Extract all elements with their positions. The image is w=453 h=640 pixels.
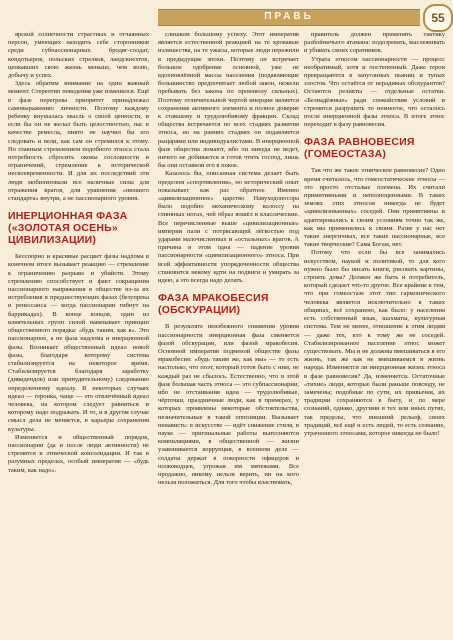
paragraph: Бесспорно и красивые расцвет фазы надлома в конечном итоге вызывает реакцию — стремление к ограничению разрыва и убийств. Этому стремлению способствует и факт сокращения пассионарного напряжения в обществе из-за их истребления в предшествующих фазах (безупрека и ренессанса — когда пассионарии гибнут на баррикадах). В конце концов, один из влиятельных групп силой навязывает принцип общественного порядка: «будь таким, как я». Это пассионарное, а не фаза надлома и инерционной фазы. Возникает общественный идеал новой фазы, благодаря которому система стабилизируется на некоторое время. Стабилизируется благодаря заработку (дивидендов) или принудительному) следованию определенному идеалу. В некоторых случаях идеал — героика, чаще — это отвлечённый идеал человека, на котором следует равняться и которому надо подражать. И то, и в другом случае смысл дела не меняется, в карьеры сохранения культуры. xyxy=(8,253,149,433)
paragraph: Казалось бы, описанная система делает быть пределом «спортивления», но исторический опыт показывает как раз обратное. Именно «цивилизационное» царство Навуходоносора было подобно механическому колоссу на глиняных ногах, чей образ вошёл в классические. Все перечисленные выше «цивилизационные» империи пали с потрясающей лёгкостью под ударами малочисленных и «остальных» врагов. А причина в этом одна — падение уровня пассионарности «цивилизационного» этноса. При всей эффективности упорядоченности общества становится некому идти на подвиги и умирать за идею, а это всегда надо делать. xyxy=(158,170,299,285)
heading-obscuration-phase: ФАЗА МРАКОБЕСИЯ (ОБСКУРАЦИИ) xyxy=(158,292,269,317)
heading-inertia-phase: ИНЕРЦИОННАЯ ФАЗА («ЗОЛОТАЯ ОСЕНЬ» ЦИВИЛИЗАЦИИ) xyxy=(8,210,128,247)
paragraph: ярской солнечности страстных и отчаянных персон, умеющих находить себе сторонников среди субпассионарных бродяг-солдат, кондотьеров, польских стрелков, ландскнехтов, цепкавших свою жизнь меньше, чем волю, добычу и успех. xyxy=(8,31,149,80)
paragraph: правитель должен применять тактику разбойничьего атамана: подозревать, выслеживать и убивать своих соратников. xyxy=(304,31,445,55)
section-title: ПРАВЬ xyxy=(264,11,314,22)
paragraph: Потому что если бы все занимались искусством, наукой и политикой, то для кого нужно было бы писать книги, рисовать картины, строить дома? Должен же быть и потребитель, который сделает что-то другое. Все крайние к тем, что при гомеостазе этот тип гармонического человека является исключительно в таких общинах, всё сохранено, как было: у населения есть собственный язык, шахматы, культурная система. Тем не менее, отношение к этим людям — даже тех, кто к тому же не соседей. Стабилизированное население этнос может существовать. Мы и не должны вмешиваться в его жизнь, так же как не вмешиваемся в жизнь народа. Изменяется ли инерционная жизнь этноса в фазе равновесия? Да, изменяется. Остаточные «тихие» люди, которые были раньше повсюду, не замечены; подобные по сути, их привычки, их традиции сохраняются в быту, и по мере сознаний, однако, другими в тех или иных путях, так пределы, что внешний рельеф, своих традиций, всё ещё и есть людей, то есть сознание, утраченного этносами, которое никогда не было! xyxy=(304,249,445,437)
paragraph: слишком большому успеху. Этот императив является естественной реакцией на те кровавые излишества, на те ужасы, которые люди пережили в предыдущие эпохи. Поэтому он встречает большое одобрение основной, уже не вдохновлённой массы населения (подавляющие большинство предпочитает любой закон, нежели пребывать без закона по произволу сильных). Поэтому отличительной чертой инерции является сохранение активного элемента и полное доверие к ставшему и трудолюбивому фракции. Склад общества встречается по всех стадиях развития этноса, но на ранних стадиях он подавляется рыцарями или индивидуалистами. В инерционной фазе общества ломают, ибо он никуда не ведет, ничего не добивается и готов чтить господ, лишь бы они оставили его в покое. xyxy=(158,31,299,170)
text-column-1 xyxy=(8,31,149,475)
paragraph: Утрата этносом пассионарности — процесс необратимый, хотя и постепенный. Даже герои превращаются в запуганных пьяниц и тупых злостов. Что остаётся от нерадивых обскурантов? Остаются реликты — отдельные остатки. «Безнадёжные» ради спокойствия условий и стремятся разрушить то немногое, что осталось после инерционной фазы этноса. В итоге этнос переходит в фазу равновесия. xyxy=(304,55,445,129)
paragraph: Так что же такое этническое равновесие? Одно время считалось, что гомеостатические этносы — это просто отсталые племена. Их считали примитивными и неполноценными. В таких землях этих этносов никогда не будет «цивилизованных» соседей. Они примитивны и адаптировались к своим условиям точно так же, как мы применились к своим. Разве у нас нет такие энергичных, все такие пассионарные, все такие творческие? Сама Богам, нет. xyxy=(304,167,445,249)
text-column-3 xyxy=(304,31,445,438)
paragraph: В результате неизбежного снижения уровня пассионарности инерционная фаза сменяется фазой обскурации, или фазой мракобесия. Основной императив подменой обществе фазы мракобесия: «будь таким же, как мы» — то есть настолько, что поэт, который готов быть с ним, не каждый раз не сбылось. Естественно, что в этой фазе большая часть этноса — это субпассионарии, ибо не отстаивания идеи — трудолюбивые, чёрточки, праздничные люди, как в примерах, у которых проявлены некоторые обстоятельства, незначительные в такой оппозиции. Вызывает ненависть: в искусстве — идёт снижение стиля, в науке — оригинальные работы вытесняются компиляциями, в общественной — жизни узаконивается коррупция, в военном деле — солдаты держат в покорности офицеров и полководцев, угрожая им мятежами. Все продажно, никому нельзя верить, ни на кого нельзя положиться. Для того чтобы властвовать, xyxy=(158,323,299,487)
heading-equilibrium-phase: ФАЗА РАВНОВЕСИЯ (ГОМЕОСТАЗА) xyxy=(304,136,415,161)
paragraph: Здесь обратим внимание на один важный момент. Стереотип поведения уже изменился. Ещё в фазе перегрева приоритет принадлежал самовыражению личности. Поэтому каждому ребенку внушалась мысль о своей ценности, и если бы он не желал быть целостностью, пас в качестве ремесла, никто не научил бы его следовать и вели, как сам он стремился к этому. Но главным стремлением подобного этноса стала потребность сбросить оковы сословности и ограничений, стремление к исторической несвоевременности. И для их последствий эти люди мобилизовали все наличные силы для отражения врагов, для уравнения «низшего стандарта» внутри, а не пассионарного уровня. xyxy=(8,80,149,203)
paragraph: Изменяется и общественный порядок, пассионарии (да и после люди активности) не стремятся к этнической консолидации. И так в разумных пределах, особый императив — «будь таким, как надо». xyxy=(8,433,149,474)
page-header xyxy=(0,0,453,30)
page-number: 55 xyxy=(423,4,453,32)
text-column-2 xyxy=(158,31,299,487)
